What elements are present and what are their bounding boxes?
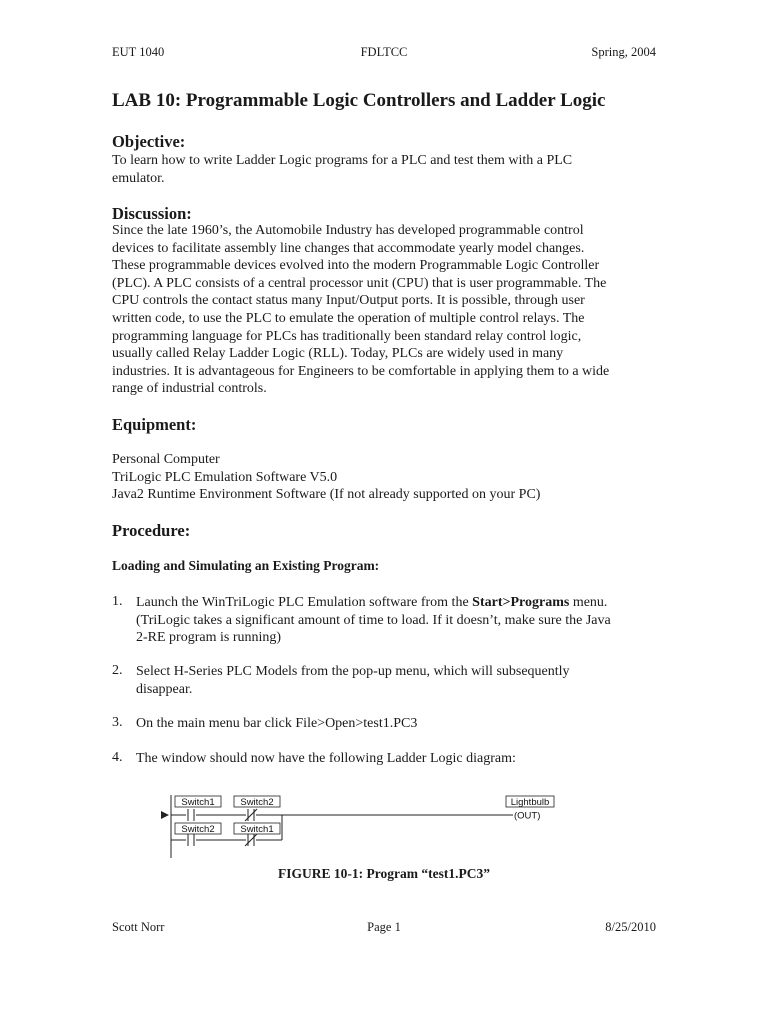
step-4-text: The window should now have the following Ladder Logic diagram: [136, 751, 516, 766]
equipment-item: Java2 Runtime Environment Software (If not already supported on your PC) [112, 487, 541, 503]
rung-arrow-icon [161, 811, 169, 819]
step-number: 2. [112, 663, 123, 678]
discussion-heading: Discussion: [112, 204, 192, 223]
header-institution: FDLTCC [360, 45, 408, 59]
footer-date: 8/25/2010 [605, 920, 656, 934]
menu-path-start-programs: Start>Programs [472, 595, 570, 610]
step-2-text: Select H-Series PLC Models from the pop-up menu, which will subsequently disappear. [136, 664, 570, 697]
equipment-list [112, 451, 540, 504]
step-number: 1. [112, 594, 123, 609]
step-number: 3. [112, 715, 123, 730]
contact-switch1-no [188, 809, 194, 821]
procedure-subheading: Loading and Simulating an Existing Program: [112, 558, 380, 573]
figure-caption: FIGURE 10-1: Program “test1.PC3” [278, 866, 490, 881]
step-3-text: On the main menu bar click File>Open>test1.PC3 [136, 716, 418, 731]
objective-text: To learn how to write Ladder Logic programs for a PLC and test them with a PLC emulator. [112, 153, 573, 186]
output-coil: (OUT) [514, 810, 541, 822]
equipment-item: TriLogic PLC Emulation Software V5.0 [112, 469, 338, 485]
procedure-heading: Procedure: [112, 521, 191, 540]
label-lightbulb: Lightbulb [510, 797, 550, 808]
page-title: LAB 10: Programmable Logic Controllers and Ladder Logic [112, 90, 606, 111]
label-switch2-branch: Switch2 [181, 824, 215, 835]
footer-page-number: Page 1 [367, 920, 401, 934]
discussion-text: Since the late 1960’s, the Automobile Industry has developed programmable control devices to facilitate assembly line changes that accommodate yearly model changes. These programmable devices evolved into the modern Programmable Logic Controller (PLC). A PLC consists of a central processor unit (CPU) that is user programmable. The CPU controls the contact status many Input/Output ports. It is possible, through user written code, to use the PLC to emulate the operation of multiple control relays. The programming language for PLCs has traditionally been standard relay control logic, usually called Relay Ladder Logic (RLL). Today, PLCs are widely used in many industries. It is advantageous for Engineers to be comfortable in applying them to a wide range of industrial controls. [112, 223, 610, 397]
footer-author: Scott Norr [112, 920, 165, 934]
contact-switch1-nc [245, 834, 257, 846]
ladder-logic-diagram [158, 790, 558, 862]
label-switch1-branch: Switch1 [240, 824, 274, 835]
header-term: Spring, 2004 [591, 45, 656, 59]
label-switch1: Switch1 [181, 797, 215, 808]
contact-switch2-no [188, 834, 194, 846]
header-course: EUT 1040 [112, 45, 165, 59]
step-number: 4. [112, 750, 123, 765]
contact-switch2-nc [245, 809, 257, 821]
step-1-text: Launch the WinTriLogic PLC Emulation software from the Start>Programs menu. (TriLogic takes a significant amount of time to load. If it doesn’t, make sure the Java 2-RE program is running) [136, 595, 611, 646]
equipment-heading: Equipment: [112, 415, 197, 434]
objective-heading: Objective: [112, 132, 186, 151]
equipment-item: Personal Computer [112, 452, 220, 467]
label-switch2: Switch2 [240, 797, 274, 808]
